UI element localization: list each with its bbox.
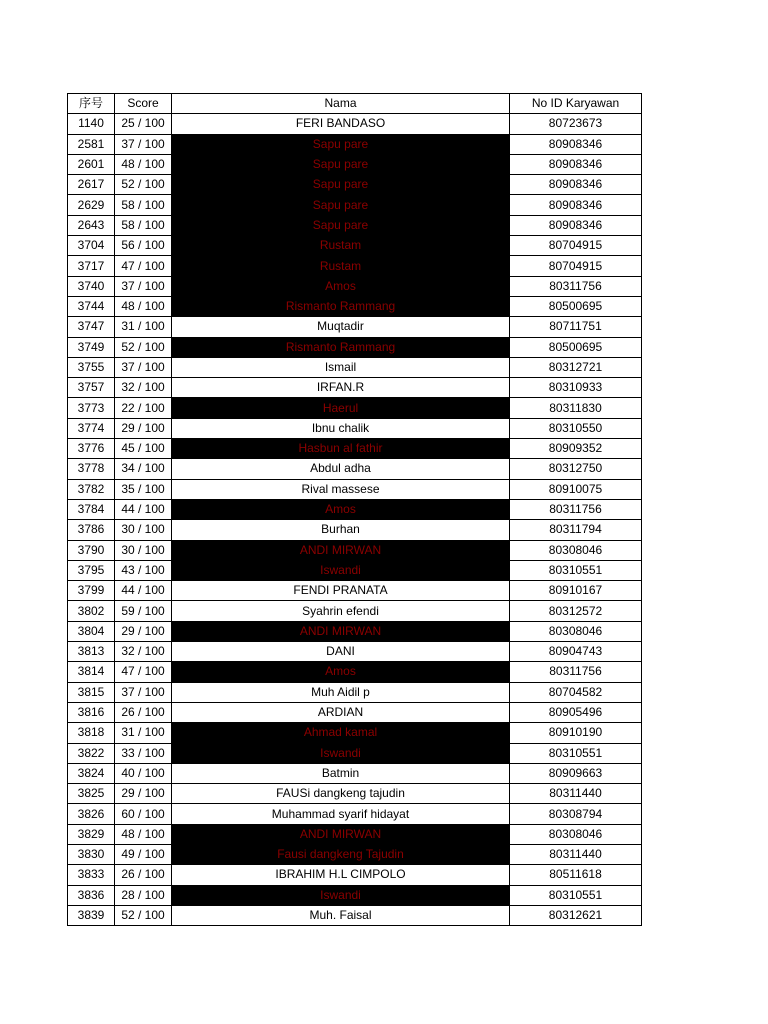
score-cell: 40 / 100 bbox=[115, 763, 172, 783]
header-nama: Nama bbox=[172, 94, 510, 114]
name-cell: FAUSi dangkeng tajudin bbox=[172, 784, 510, 804]
score-cell: 56 / 100 bbox=[115, 236, 172, 256]
table-row bbox=[68, 195, 642, 215]
score-cell: 31 / 100 bbox=[115, 317, 172, 337]
score-cell: 35 / 100 bbox=[115, 479, 172, 499]
table-row bbox=[68, 763, 642, 783]
score-cell: 45 / 100 bbox=[115, 439, 172, 459]
name-cell: Burhan bbox=[172, 520, 510, 540]
employee-id-cell: 80910167 bbox=[510, 581, 642, 601]
score-cell: 30 / 100 bbox=[115, 520, 172, 540]
name-cell: Ahmad kamal bbox=[172, 723, 510, 743]
table-row bbox=[68, 418, 642, 438]
name-cell: Sapu pare bbox=[172, 134, 510, 154]
score-cell: 22 / 100 bbox=[115, 398, 172, 418]
row-number-cell: 3773 bbox=[68, 398, 115, 418]
score-cell: 37 / 100 bbox=[115, 276, 172, 296]
employee-id-cell: 80704915 bbox=[510, 256, 642, 276]
employee-id-cell: 80311440 bbox=[510, 784, 642, 804]
row-number-cell: 3786 bbox=[68, 520, 115, 540]
row-number-cell: 3790 bbox=[68, 540, 115, 560]
score-cell: 29 / 100 bbox=[115, 418, 172, 438]
table-header bbox=[68, 94, 642, 114]
name-cell: Sapu pare bbox=[172, 215, 510, 235]
employee-id-cell: 80310933 bbox=[510, 378, 642, 398]
table-row bbox=[68, 784, 642, 804]
employee-id-cell: 80711751 bbox=[510, 317, 642, 337]
table-row bbox=[68, 459, 642, 479]
name-cell: Rival massese bbox=[172, 479, 510, 499]
row-number-cell: 3704 bbox=[68, 236, 115, 256]
table-row bbox=[68, 560, 642, 580]
score-cell: 49 / 100 bbox=[115, 844, 172, 864]
row-number-cell: 3755 bbox=[68, 357, 115, 377]
employee-id-cell: 80704915 bbox=[510, 236, 642, 256]
table-row bbox=[68, 804, 642, 824]
score-cell: 52 / 100 bbox=[115, 905, 172, 925]
employee-id-cell: 80308046 bbox=[510, 540, 642, 560]
row-number-cell: 3825 bbox=[68, 784, 115, 804]
table-row bbox=[68, 642, 642, 662]
name-cell: Muhammad syarif hidayat bbox=[172, 804, 510, 824]
name-cell: Ibnu chalik bbox=[172, 418, 510, 438]
row-number-cell: 3815 bbox=[68, 682, 115, 702]
employee-id-cell: 80308046 bbox=[510, 621, 642, 641]
row-number-cell: 3839 bbox=[68, 905, 115, 925]
name-cell: Syahrin efendi bbox=[172, 601, 510, 621]
table-row bbox=[68, 540, 642, 560]
row-number-cell: 3824 bbox=[68, 763, 115, 783]
employee-id-cell: 80908346 bbox=[510, 154, 642, 174]
name-cell: ANDI MIRWAN bbox=[172, 621, 510, 641]
name-cell: Muqtadir bbox=[172, 317, 510, 337]
table-row bbox=[68, 621, 642, 641]
score-cell: 58 / 100 bbox=[115, 195, 172, 215]
employee-id-cell: 80310551 bbox=[510, 560, 642, 580]
header-no: 序号 bbox=[68, 94, 115, 114]
name-cell: Iswandi bbox=[172, 885, 510, 905]
name-cell: Rismanto Rammang bbox=[172, 296, 510, 316]
row-number-cell: 3747 bbox=[68, 317, 115, 337]
employee-id-cell: 80908346 bbox=[510, 215, 642, 235]
employee-id-cell: 80723673 bbox=[510, 114, 642, 134]
employee-id-cell: 80910075 bbox=[510, 479, 642, 499]
employee-id-cell: 80500695 bbox=[510, 337, 642, 357]
score-cell: 47 / 100 bbox=[115, 662, 172, 682]
employee-id-cell: 80310551 bbox=[510, 885, 642, 905]
employee-id-cell: 80312721 bbox=[510, 357, 642, 377]
name-cell: Haerul bbox=[172, 398, 510, 418]
score-cell: 32 / 100 bbox=[115, 378, 172, 398]
employee-id-cell: 80905496 bbox=[510, 702, 642, 722]
score-cell: 48 / 100 bbox=[115, 296, 172, 316]
row-number-cell: 3799 bbox=[68, 581, 115, 601]
row-number-cell: 3757 bbox=[68, 378, 115, 398]
name-cell: ANDI MIRWAN bbox=[172, 824, 510, 844]
score-cell: 34 / 100 bbox=[115, 459, 172, 479]
score-cell: 33 / 100 bbox=[115, 743, 172, 763]
score-cell: 25 / 100 bbox=[115, 114, 172, 134]
employee-id-cell: 80311794 bbox=[510, 520, 642, 540]
name-cell: Sapu pare bbox=[172, 195, 510, 215]
row-number-cell: 3804 bbox=[68, 621, 115, 641]
table-row bbox=[68, 398, 642, 418]
row-number-cell: 2629 bbox=[68, 195, 115, 215]
score-cell: 48 / 100 bbox=[115, 154, 172, 174]
table-row bbox=[68, 357, 642, 377]
score-cell: 28 / 100 bbox=[115, 885, 172, 905]
table-row bbox=[68, 134, 642, 154]
table-row bbox=[68, 114, 642, 134]
row-number-cell: 3822 bbox=[68, 743, 115, 763]
employee-id-cell: 80312572 bbox=[510, 601, 642, 621]
employee-id-cell: 80311440 bbox=[510, 844, 642, 864]
table-row bbox=[68, 824, 642, 844]
employee-id-cell: 80311756 bbox=[510, 662, 642, 682]
table-row bbox=[68, 378, 642, 398]
row-number-cell: 3778 bbox=[68, 459, 115, 479]
row-number-cell: 1140 bbox=[68, 114, 115, 134]
table-body bbox=[68, 114, 642, 926]
score-table bbox=[67, 93, 642, 926]
table-row bbox=[68, 743, 642, 763]
row-number-cell: 3830 bbox=[68, 844, 115, 864]
name-cell: Fausi dangkeng Tajudin bbox=[172, 844, 510, 864]
name-cell: IBRAHIM H.L CIMPOLO bbox=[172, 865, 510, 885]
employee-id-cell: 80311756 bbox=[510, 499, 642, 519]
name-cell: Amos bbox=[172, 276, 510, 296]
table-row bbox=[68, 885, 642, 905]
row-number-cell: 2643 bbox=[68, 215, 115, 235]
name-cell: Hasbun al fathir bbox=[172, 439, 510, 459]
score-cell: 30 / 100 bbox=[115, 540, 172, 560]
employee-id-cell: 80308794 bbox=[510, 804, 642, 824]
name-cell: Ismail bbox=[172, 357, 510, 377]
score-cell: 29 / 100 bbox=[115, 784, 172, 804]
score-cell: 59 / 100 bbox=[115, 601, 172, 621]
name-cell: Abdul adha bbox=[172, 459, 510, 479]
score-cell: 58 / 100 bbox=[115, 215, 172, 235]
table-row bbox=[68, 581, 642, 601]
score-cell: 48 / 100 bbox=[115, 824, 172, 844]
score-cell: 31 / 100 bbox=[115, 723, 172, 743]
employee-id-cell: 80310551 bbox=[510, 743, 642, 763]
row-number-cell: 3833 bbox=[68, 865, 115, 885]
table-row bbox=[68, 317, 642, 337]
employee-id-cell: 80908346 bbox=[510, 195, 642, 215]
name-cell: DANI bbox=[172, 642, 510, 662]
name-cell: ANDI MIRWAN bbox=[172, 540, 510, 560]
row-number-cell: 3782 bbox=[68, 479, 115, 499]
name-cell: ARDIAN bbox=[172, 702, 510, 722]
table-row bbox=[68, 499, 642, 519]
name-cell: Amos bbox=[172, 662, 510, 682]
row-number-cell: 2601 bbox=[68, 154, 115, 174]
score-cell: 37 / 100 bbox=[115, 357, 172, 377]
table-row bbox=[68, 662, 642, 682]
table-row bbox=[68, 702, 642, 722]
row-number-cell: 3740 bbox=[68, 276, 115, 296]
table-row bbox=[68, 296, 642, 316]
row-number-cell: 3749 bbox=[68, 337, 115, 357]
employee-id-cell: 80908346 bbox=[510, 134, 642, 154]
row-number-cell: 3829 bbox=[68, 824, 115, 844]
name-cell: IRFAN.R bbox=[172, 378, 510, 398]
name-cell: Rismanto Rammang bbox=[172, 337, 510, 357]
score-cell: 44 / 100 bbox=[115, 499, 172, 519]
employee-id-cell: 80704582 bbox=[510, 682, 642, 702]
row-number-cell: 3814 bbox=[68, 662, 115, 682]
employee-id-cell: 80311756 bbox=[510, 276, 642, 296]
table-row bbox=[68, 723, 642, 743]
score-cell: 47 / 100 bbox=[115, 256, 172, 276]
score-cell: 29 / 100 bbox=[115, 621, 172, 641]
employee-id-cell: 80310550 bbox=[510, 418, 642, 438]
table-row bbox=[68, 236, 642, 256]
name-cell: Muh Aidil p bbox=[172, 682, 510, 702]
row-number-cell: 3795 bbox=[68, 560, 115, 580]
employee-id-cell: 80311830 bbox=[510, 398, 642, 418]
score-cell: 37 / 100 bbox=[115, 682, 172, 702]
score-cell: 26 / 100 bbox=[115, 865, 172, 885]
name-cell: Rustam bbox=[172, 256, 510, 276]
employee-id-cell: 80910190 bbox=[510, 723, 642, 743]
row-number-cell: 3776 bbox=[68, 439, 115, 459]
name-cell: Sapu pare bbox=[172, 175, 510, 195]
table-row bbox=[68, 439, 642, 459]
row-number-cell: 3816 bbox=[68, 702, 115, 722]
row-number-cell: 3836 bbox=[68, 885, 115, 905]
score-cell: 32 / 100 bbox=[115, 642, 172, 662]
employee-id-cell: 80904743 bbox=[510, 642, 642, 662]
employee-id-cell: 80909352 bbox=[510, 439, 642, 459]
score-cell: 26 / 100 bbox=[115, 702, 172, 722]
name-cell: Rustam bbox=[172, 236, 510, 256]
table-row bbox=[68, 337, 642, 357]
name-cell: FENDI PRANATA bbox=[172, 581, 510, 601]
row-number-cell: 3802 bbox=[68, 601, 115, 621]
table-row bbox=[68, 601, 642, 621]
employee-id-cell: 80908346 bbox=[510, 175, 642, 195]
row-number-cell: 3744 bbox=[68, 296, 115, 316]
employee-id-cell: 80500695 bbox=[510, 296, 642, 316]
table-row bbox=[68, 520, 642, 540]
score-cell: 52 / 100 bbox=[115, 337, 172, 357]
name-cell: FERI BANDASO bbox=[172, 114, 510, 134]
table-row bbox=[68, 154, 642, 174]
name-cell: Iswandi bbox=[172, 743, 510, 763]
employee-id-cell: 80308046 bbox=[510, 824, 642, 844]
score-cell: 44 / 100 bbox=[115, 581, 172, 601]
employee-id-cell: 80511618 bbox=[510, 865, 642, 885]
score-cell: 43 / 100 bbox=[115, 560, 172, 580]
name-cell: Batmin bbox=[172, 763, 510, 783]
row-number-cell: 3818 bbox=[68, 723, 115, 743]
table-row bbox=[68, 256, 642, 276]
row-number-cell: 2581 bbox=[68, 134, 115, 154]
name-cell: Iswandi bbox=[172, 560, 510, 580]
row-number-cell: 3717 bbox=[68, 256, 115, 276]
row-number-cell: 2617 bbox=[68, 175, 115, 195]
table-row bbox=[68, 276, 642, 296]
header-id-karyawan: No ID Karyawan bbox=[510, 94, 642, 114]
employee-id-cell: 80312750 bbox=[510, 459, 642, 479]
employee-id-cell: 80909663 bbox=[510, 763, 642, 783]
row-number-cell: 3826 bbox=[68, 804, 115, 824]
table-row bbox=[68, 175, 642, 195]
name-cell: Sapu pare bbox=[172, 154, 510, 174]
row-number-cell: 3784 bbox=[68, 499, 115, 519]
name-cell: Muh. Faisal bbox=[172, 905, 510, 925]
row-number-cell: 3813 bbox=[68, 642, 115, 662]
row-number-cell: 3774 bbox=[68, 418, 115, 438]
employee-id-cell: 80312621 bbox=[510, 905, 642, 925]
table-row bbox=[68, 844, 642, 864]
score-cell: 52 / 100 bbox=[115, 175, 172, 195]
table-row bbox=[68, 479, 642, 499]
table-row bbox=[68, 905, 642, 925]
header-row bbox=[68, 94, 642, 114]
name-cell: Amos bbox=[172, 499, 510, 519]
table-row bbox=[68, 865, 642, 885]
table-row bbox=[68, 215, 642, 235]
table-row bbox=[68, 682, 642, 702]
score-cell: 60 / 100 bbox=[115, 804, 172, 824]
header-score: Score bbox=[115, 94, 172, 114]
score-cell: 37 / 100 bbox=[115, 134, 172, 154]
